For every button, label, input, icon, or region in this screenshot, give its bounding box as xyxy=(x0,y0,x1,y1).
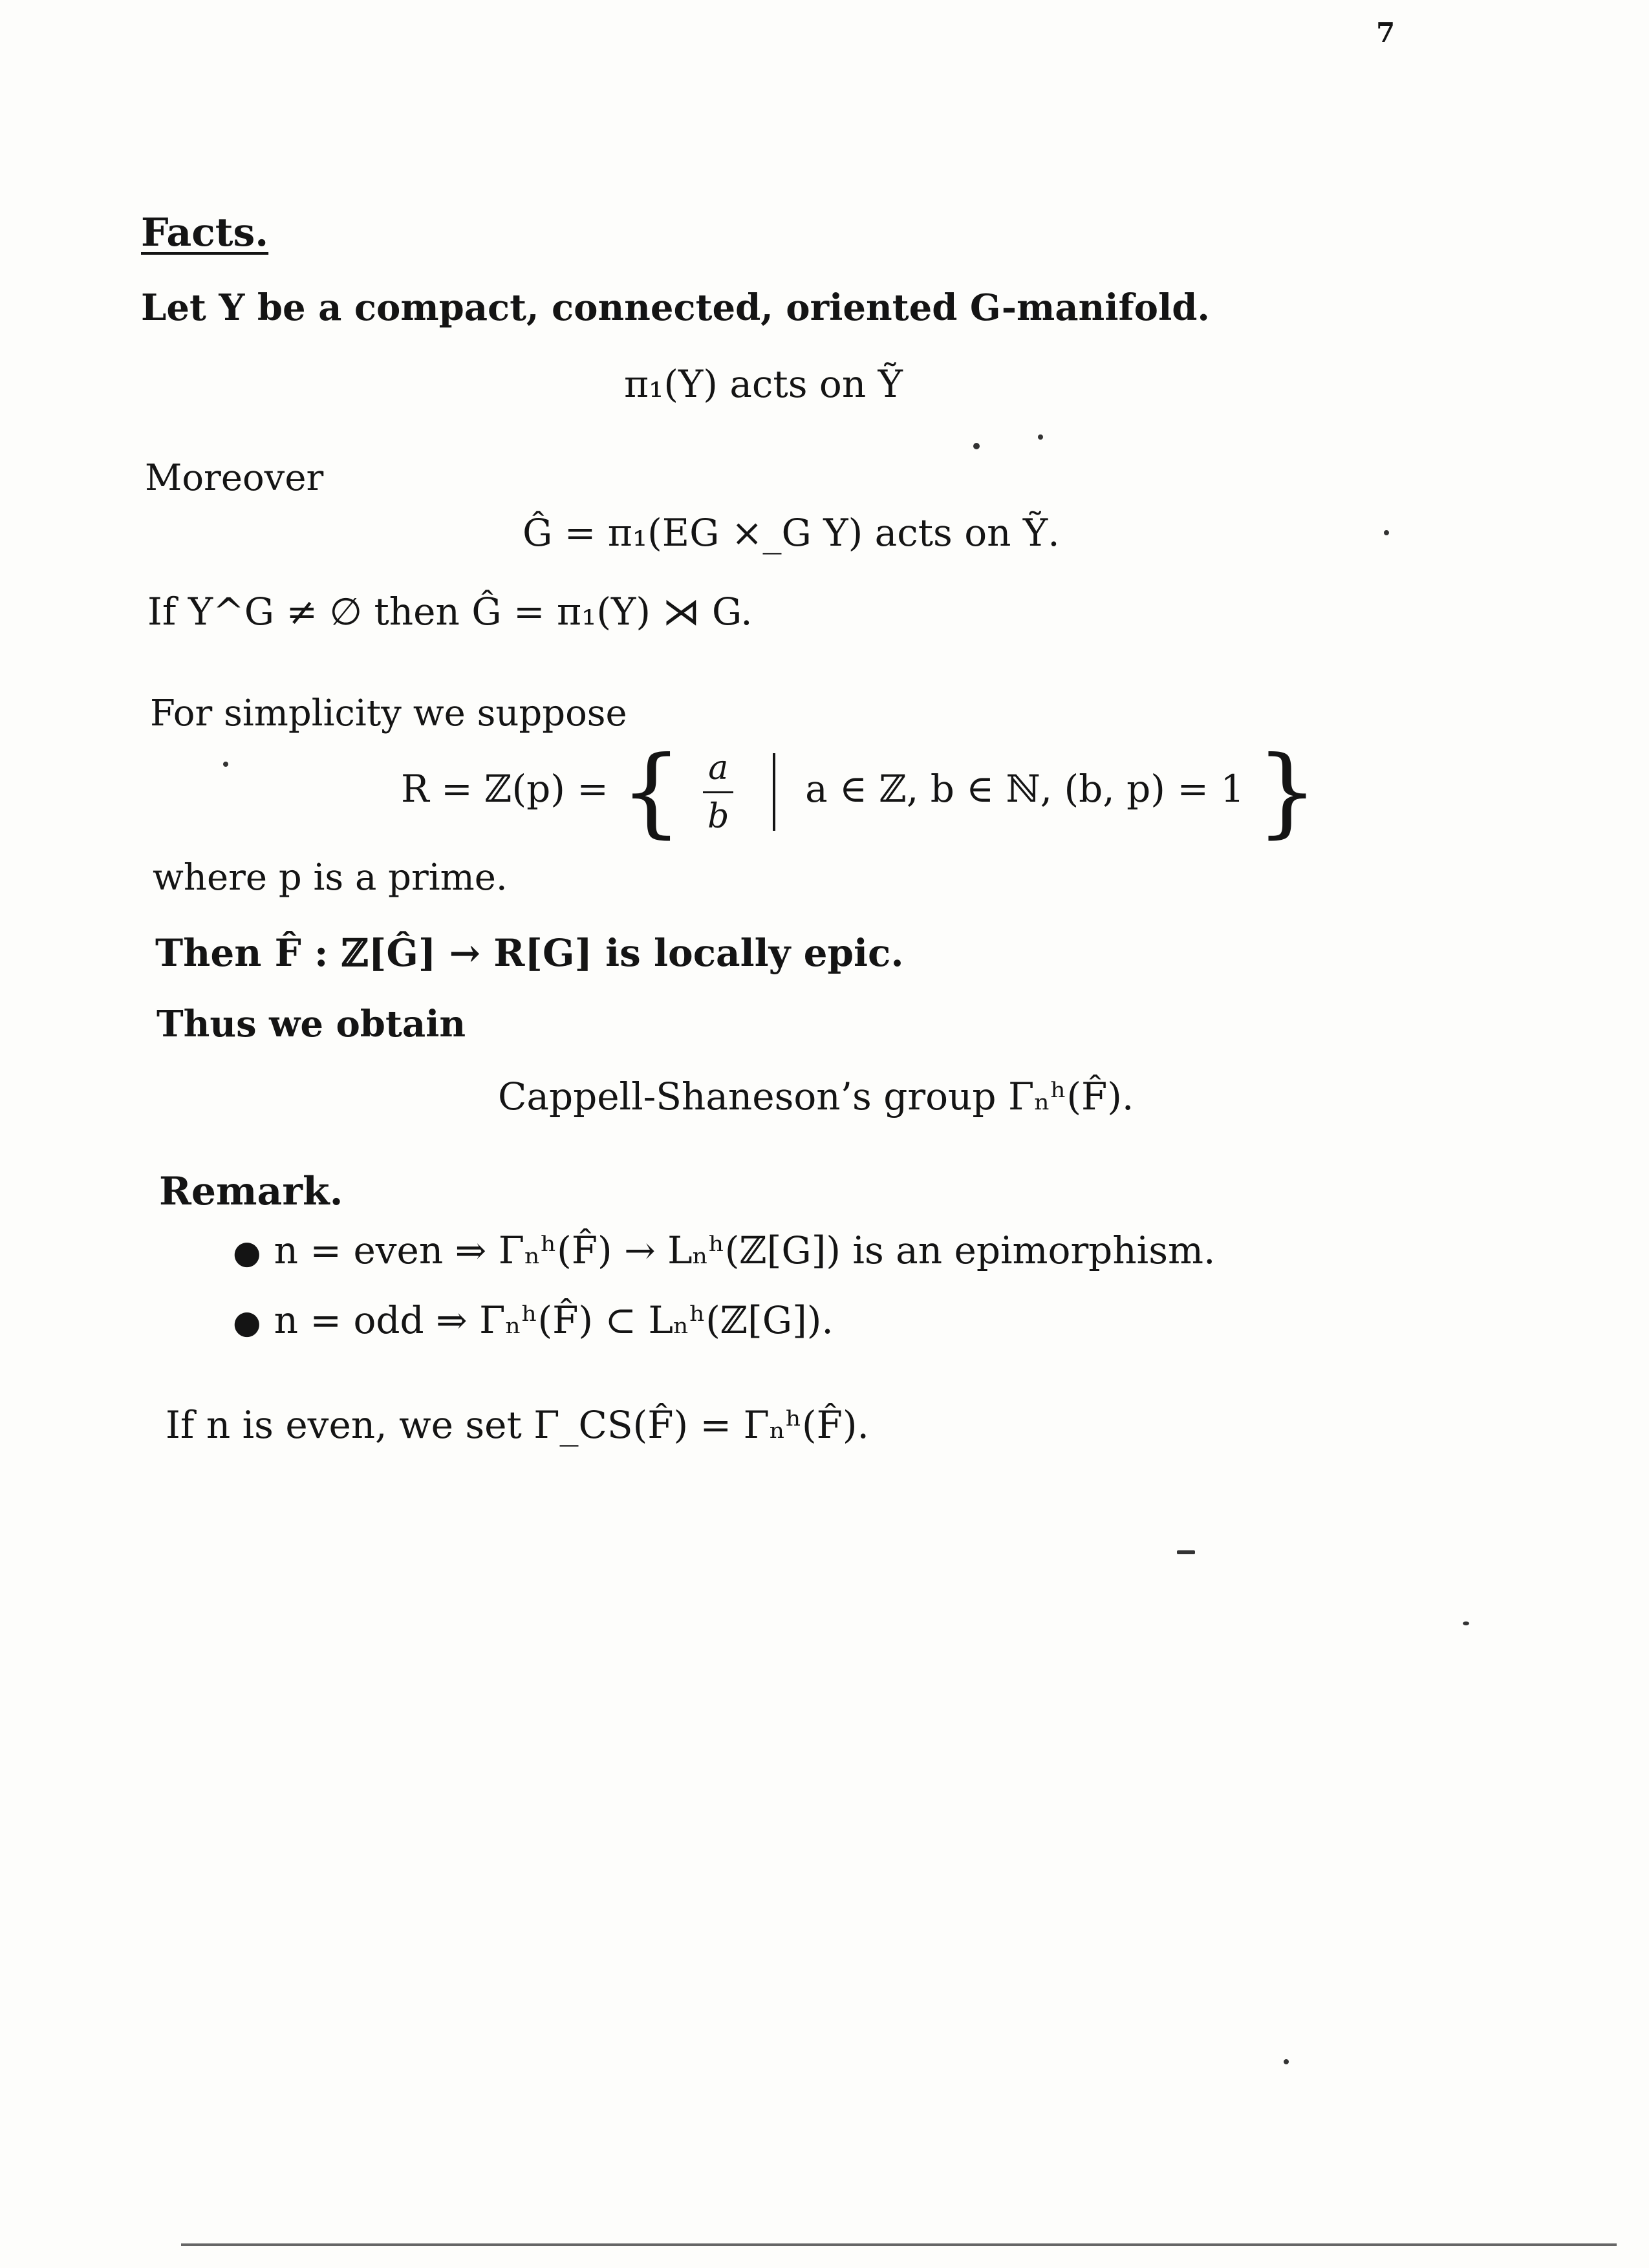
left-brace: { xyxy=(620,736,682,848)
fraction-numerator: a xyxy=(703,749,733,793)
r-definition-condition: a ∈ ℤ, b ∈ ℕ, (b, p) = 1 xyxy=(805,767,1245,811)
equation-r-definition xyxy=(401,736,1319,848)
scan-speck xyxy=(1463,1621,1469,1625)
fraction-denominator: b xyxy=(707,797,729,836)
scan-speck xyxy=(973,443,980,449)
line-cappell-shaneson: Cappell-Shaneson’s group Γₙʰ(F̂). xyxy=(498,1075,1134,1118)
set-builder-bar xyxy=(773,753,775,831)
line-thus: Thus we obtain xyxy=(156,1003,466,1045)
scan-border-line xyxy=(181,2243,1617,2246)
scan-speck xyxy=(223,762,228,767)
remark-item-odd: ● n = odd ⇒ Γₙʰ(F̂) ⊂ Lₙʰ(ℤ[G]). xyxy=(233,1298,834,1342)
bullet-icon: ● xyxy=(233,1234,261,1271)
equation-pi1-acts: π₁(Y) acts on Ỹ xyxy=(624,362,903,406)
remark-item-even: ● n = even ⇒ Γₙʰ(F̂) → Lₙʰ(ℤ[G]) is an epimorphism. xyxy=(233,1228,1216,1272)
line-then-f: Then F̂ : ℤ[Ĝ] → R[G] is locally epic. xyxy=(155,931,904,975)
line-if-yg: If Y^G ≠ ∅ then Ĝ = π₁(Y) ⋊ G. xyxy=(147,590,753,634)
line-moreover: Moreover xyxy=(145,457,324,499)
fraction-a-over-b xyxy=(703,749,733,836)
line-final: If n is even, we set Γ_CS(F̂) = Γₙʰ(F̂). xyxy=(166,1403,869,1447)
facts-heading: Facts. xyxy=(141,210,269,255)
right-brace: } xyxy=(1256,736,1319,848)
scan-speck xyxy=(1177,1550,1195,1554)
line-where-p: where p is a prime. xyxy=(153,857,508,899)
page-number: 7 xyxy=(1376,17,1396,48)
equation-ghat: Ĝ = π₁(EG ×_G Y) acts on Ỹ. xyxy=(523,511,1060,555)
line-for-simplicity: For simplicity we suppose xyxy=(150,692,627,734)
scan-speck xyxy=(1038,434,1043,440)
scan-speck xyxy=(1284,2059,1289,2064)
remark-heading: Remark. xyxy=(159,1169,343,1214)
r-definition-left: R = ℤ(p) = xyxy=(401,767,609,811)
scan-speck xyxy=(1384,530,1389,535)
bullet-icon: ● xyxy=(233,1303,261,1341)
line-let-y: Let Y be a compact, connected, oriented G-manifold. xyxy=(141,286,1210,329)
